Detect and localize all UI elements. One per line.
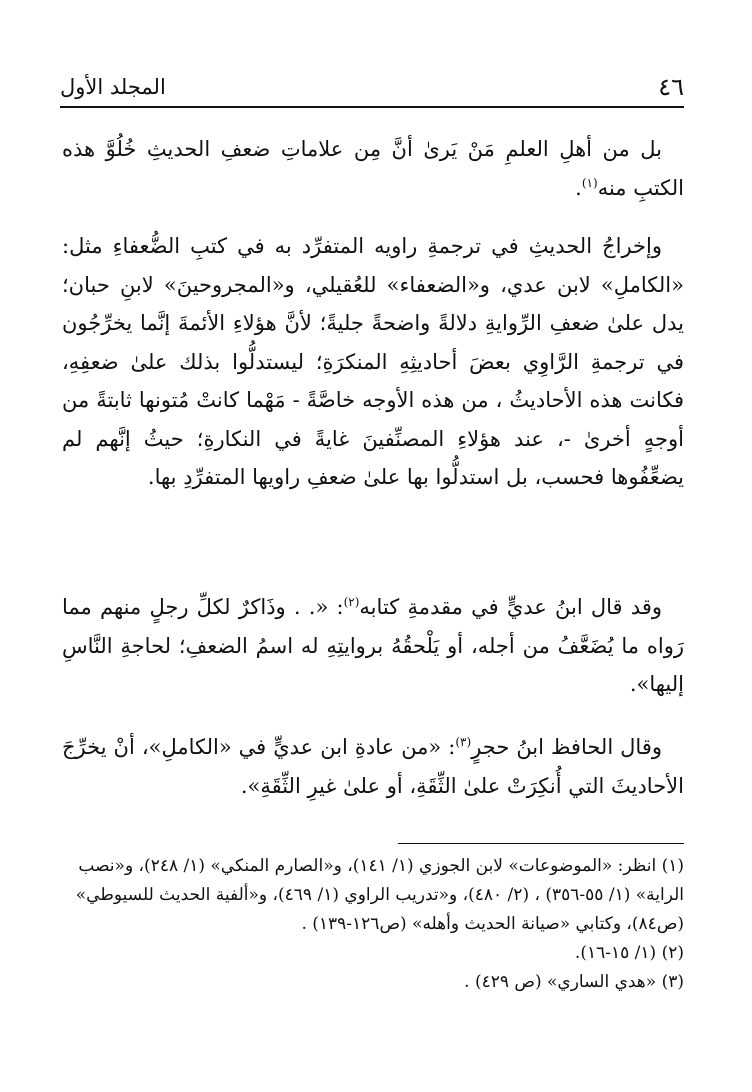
footnote-ref-1[interactable]: (١) — [581, 175, 598, 190]
paragraph-tail: . — [575, 175, 582, 200]
page-header — [60, 72, 684, 102]
paragraph-text: وإخراجُ الحديثِ في ترجمةِ راويه المتفرِّد به في كتبِ الضُّعفاءِ مثل: «الكاملِ» لابن عدي، و«الضعفاء» للعُقيلي، و«المجروحينَ» لابنِ حبان؛ يدل علىٰ ضعفِ الرِّوايةِ دلالةً واضحةً جليةً؛ لأنَّ هؤلاءِ الأئمةَ إنَّما يخرِّجُون في ترجمةِ الرَّاوِي بعضَ أحاديثِهِ المنكرَةِ؛ ليستدلُّوا بذلك علىٰ ضعفِهِ، فكانت هذه الأحاديثُ ، من هذه الأوجه خاصَّةً - مَهْما كانتْ مُتونها ثابتةً من أوجهٍ أخرىٰ -، عند هؤلاءِ المصنِّفينَ غايةً في النكارةِ؛ حيثُ إنَّهم لم يضعِّفُوها فحسب، بل استدلُّوا بها علىٰ ضعفِ راويها المتفرِّدِ بها. — [62, 234, 684, 489]
footnote-ref-3[interactable]: (٣) — [455, 735, 472, 749]
footnote-divider — [398, 843, 684, 844]
footnote-item — [62, 968, 684, 997]
page-number: ٤٦ — [658, 73, 684, 101]
body-paragraph-4 — [62, 728, 684, 805]
paragraph-text: وقد قال ابنُ عديٍّ في مقدمةِ كتابه — [359, 595, 662, 619]
footnote-text: انظر: «الموضوعات» لابن الجوزي (١/ ١٤١)، و«الصارم المنكي» (١/ ٢٤٨)، و«نصب الراية» (١/ ٥٥-٣٥٦) ، (٢/ ٤٨٠)، و«تدريب الراوي (١/ ٤٦٩)، و«ألفية الحديث للسيوطي» (ص٨٤)، وكتابي «صيانة الحديث وأهله» (ص١٢٦-١٣٩) . — [75, 856, 684, 934]
footnote-item — [62, 939, 684, 968]
paragraph-text: وقال الحافظ ابنُ حجرٍ — [471, 735, 662, 759]
footnote-item — [62, 852, 684, 939]
body-paragraph-3 — [62, 588, 684, 704]
volume-title: المجلد الأول — [60, 75, 166, 99]
paragraph-tail: : «من عادةِ ابن عديٍّ في «الكاملِ»، أنْ يخرِّجَ الأحاديثَ التي أُنكِرَتْ علىٰ الثِّقَةِ، أو علىٰ غيرِ الثِّقَةِ». — [62, 735, 684, 798]
footnote-number: (١) — [661, 856, 684, 876]
footnote-text: (١/ ١٥-١٦). — [574, 943, 657, 963]
footnote-ref-2[interactable]: (٢) — [343, 595, 360, 609]
paragraph-text: بل من أهلِ العلمِ مَنْ يَرىٰ أنَّ مِن علاماتِ ضعفِ الحديثِ خُلُوَّ هذه الكتبِ منه — [62, 137, 684, 200]
body-paragraph-1 — [62, 130, 684, 207]
footnote-number: (٢) — [661, 943, 684, 963]
footnote-text: «هدي الساري» (ص ٤٢٩) . — [464, 972, 657, 992]
header-divider — [60, 106, 684, 108]
body-paragraph-2 — [62, 227, 684, 497]
footnotes-list — [62, 852, 684, 997]
footnote-number: (٣) — [661, 972, 684, 992]
paragraph-tail: : «. . وذَاكرٌ لكلِّ رجلٍ منهم مما رَواه ما يُضَعَّفُ من أجله، أو يَلْحقُهُ بروايتِهِ له اسمُ الضعفِ؛ لحاجةِ النَّاسِ إليها». — [62, 595, 684, 696]
